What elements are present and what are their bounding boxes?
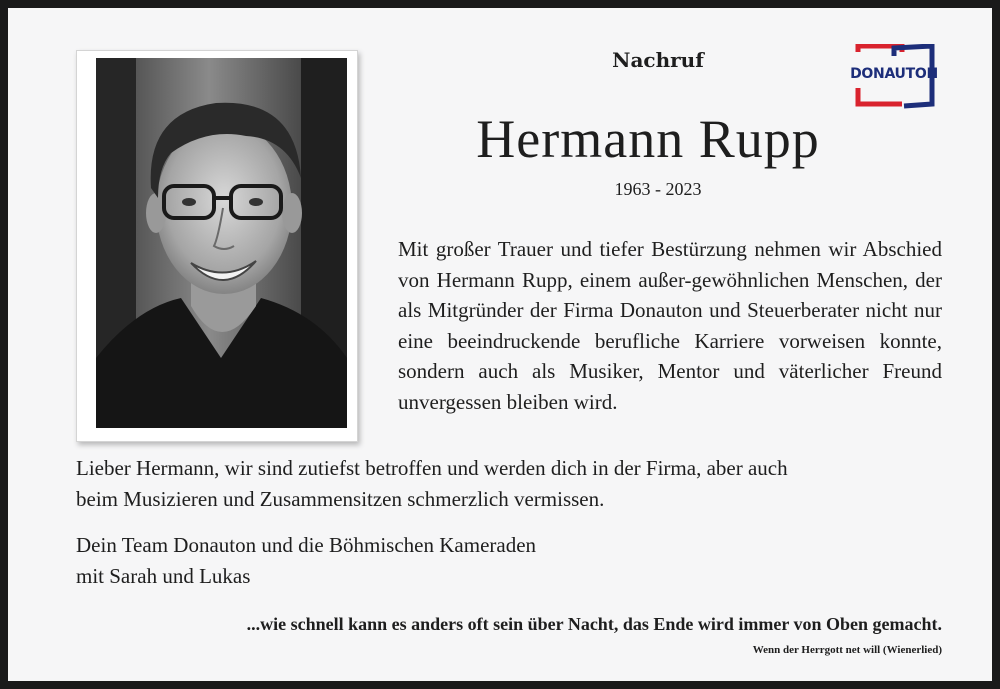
closing-quote: ...wie schnell kann es anders oft sein über Nacht, das Ende wird immer von Oben gemacht. [246,614,942,634]
personal-message-line: beim Musizieren und Zusammensitzen schmerzlich vermissen. [76,486,605,511]
logo-wordmark: DONAUTON [850,66,938,82]
personal-message [76,453,956,514]
life-years: 1963 - 2023 [614,179,702,199]
personal-message-line: Lieber Hermann, wir sind zutiefst betroffen und werden dich in der Firma, aber auch [76,456,788,480]
deceased-name: Hermann Rupp [476,109,820,169]
signature-line: Dein Team Donauton und die Böhmischen Kameraden [76,533,537,557]
donauton-logo [844,44,944,110]
obituary-label: Nachruf [612,48,704,72]
signature-line: mit Sarah und Lukas [76,564,251,588]
portrait-photo [96,58,347,428]
quote-source: Wenn der Herrgott net will (Wienerlied) [752,644,942,656]
signature [76,530,776,592]
obituary-main-text: Mit großer Trauer und tiefer Bestürzung nehmen wir Abschied von Hermann Rupp, einem außer-gewöhnlichen Menschen, der als Mitgründer der Firma Donauton und Steuerberater nicht nur eine beeindruckende berufliche Karriere vorweisen konnte, sondern auch als Musiker, Mentor und väterlicher Freund unvergessen bleiben wird. [398,237,942,414]
photo-frame [76,50,358,442]
obituary-card [8,8,992,681]
